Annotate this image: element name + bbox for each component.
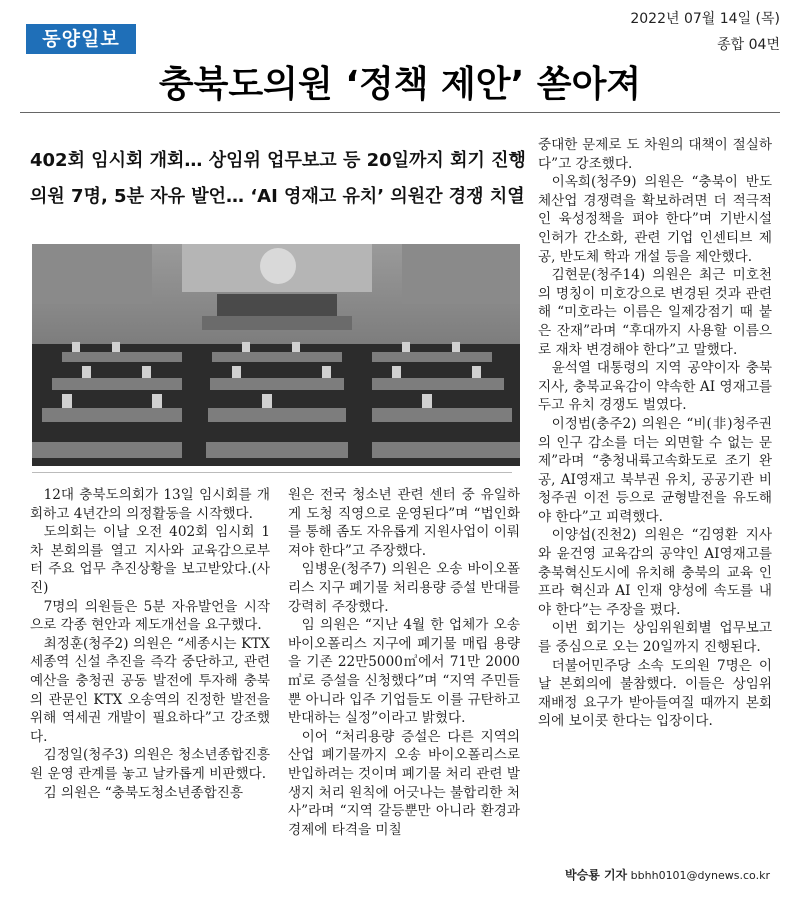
paragraph: 중대한 문제로 도 차원의 대책이 절실하다”고 강조했다. — [538, 137, 772, 172]
paragraph: 최정훈(청주2) 의원은 “세종시는 KTX 세종역 신설 추진을 즉각 중단하고, 관련 예산을 충청권 공동 발전에 투자해 충북의 관문인 KTX 오송역의 진정한 발전을 위해 역세권 개발이 필요하다”고 강조했다. — [30, 635, 270, 745]
byline — [565, 866, 770, 883]
paragraph: 임 의원은 “지난 4월 한 업체가 오송 바이오폴리스 지구에 폐기물 매립 용량을 기존 22만5000㎥에서 71만 2000㎥로 증설을 신청했다”며 “지역 주민들뿐 아니라 입주 기업들도 이를 규탄하고 반대하는 실정”이라고 밝혔다. — [288, 617, 520, 727]
article-column-1 — [30, 486, 270, 802]
publication-date: 2022년 07월 14일 (목) — [630, 11, 780, 27]
paragraph: 김 의원은 “충북도청소년종합진흥 — [43, 784, 244, 801]
paragraph: 12대 충북도의회가 13일 임시회를 개회하고 4년간의 의정활동을 시작했다. — [30, 487, 270, 522]
paragraph: 원은 전국 청소년 관련 센터 중 유일하게 도청 직영으로 운영된다”며 “법인화를 통해 좀도 자유롭게 지원사업이 이뤄져야 한다”고 주장했다. — [288, 487, 520, 559]
photo-illustration — [32, 244, 520, 466]
article-column-3 — [538, 136, 772, 731]
paragraph: 임병운(청주7) 의원은 오송 바이오폴리스 지구 폐기물 처리용량 증설 반대를 강력히 주장했다. — [288, 561, 520, 615]
paragraph: 김현문(청주14) 의원은 최근 미호천의 명칭이 미호강으로 변경된 것과 관련해 “미호라는 이름은 일제강점기 때 붙은 잔재”라며 “후대까지 사용할 이름으로 재차 변경해야 한다”고 말했다. — [538, 267, 772, 358]
reporter-name: 박승룡 기자 — [565, 868, 628, 882]
article-column-2 — [288, 486, 520, 839]
paragraph: 이번 회기는 상임위원회별 업무보고를 중심으로 오는 20일까지 진행된다. — [538, 620, 772, 656]
paragraph: 김정일(청주3) 의원은 청소년종합진흥원 운영 관계를 놓고 날카롭게 비판했다. — [30, 747, 270, 782]
paragraph: 이옥희(청주9) 의원은 “충북이 반도체산업 경쟁력을 확보하려면 더 적극적인 육성정책을 펴야 한다”며 기반시설 인허가 간소화, 관련 기업 인센티브 제공, 반도체 학과 개설 등을 제안했다. — [538, 174, 772, 265]
reporter-email: bbhh0101@dynews.co.kr — [630, 869, 770, 882]
council-chamber-photo — [32, 244, 520, 466]
headline-divider — [20, 112, 780, 113]
paragraph: 이정범(충주2) 의원은 “비(非)청주권의 인구 감소를 더는 외면할 수 없는 문제”라며 “충청내륙고속화도로 조기 완공, AI영재고 북부권 유치, 공공기관 비청주권 이전 등으로 균형발전을 유도해야 한다”고 피력했다. — [538, 415, 772, 525]
paragraph: 도의회는 이날 오전 402회 임시회 1차 본회의를 열고 지사와 교육감으로부터 주요 업무 추진상황을 보고받았다.(사진) — [30, 524, 270, 596]
page-section: 종합 04면 — [717, 37, 780, 53]
paragraph: 윤석열 대통령의 지역 공약이자 충북지사, 충북교육감이 약속한 AI 영재고를 두고 유치 경쟁도 벌였다. — [538, 360, 772, 414]
subheadline-1: 402회 임시회 개회… 상임위 업무보고 등 20일까지 회기 진행 — [30, 150, 526, 171]
article-headline: 충북도의원 ‘정책 제안’ 쏟아져 — [158, 64, 642, 105]
paragraph: 이양섭(진천2) 의원은 “김영환 지사와 윤건영 교육감의 공약인 AI영재고를 충북혁신도시에 유치해 충북의 교육 인프라 혁신과 AI 인재 양성에 속도를 내야 한다”는 주장을 폈다. — [538, 527, 772, 618]
paragraph: 더불어민주당 소속 도의원 7명은 이날 본회의에 불참했다. 이들은 상임위 재배정 요구가 받아들여질 때까지 본회의에 보이콧 한다는 입장이다. — [538, 657, 772, 730]
paragraph: 7명의 의원들은 5분 자유발언을 시작으로 각종 현안과 제도개선을 요구했다. — [30, 598, 270, 634]
paragraph: 이어 “처리용량 증설은 다른 지역의 산업 폐기물까지 오송 바이오폴리스로 반입하려는 것이며 폐기물 처리 관련 발생지 처리 원칙에 어긋나는 불합리한 처사”라며 “지역 갈등뿐만 아니라 환경과 경제에 타격을 미칠 — [288, 728, 520, 838]
photo-divider — [32, 472, 512, 473]
subheadline-2: 의원 7명, 5분 자유 발언… ‘AI 영재고 유치’ 의원간 경쟁 치열 — [30, 186, 525, 207]
newspaper-logo: 동양일보 — [26, 24, 136, 54]
